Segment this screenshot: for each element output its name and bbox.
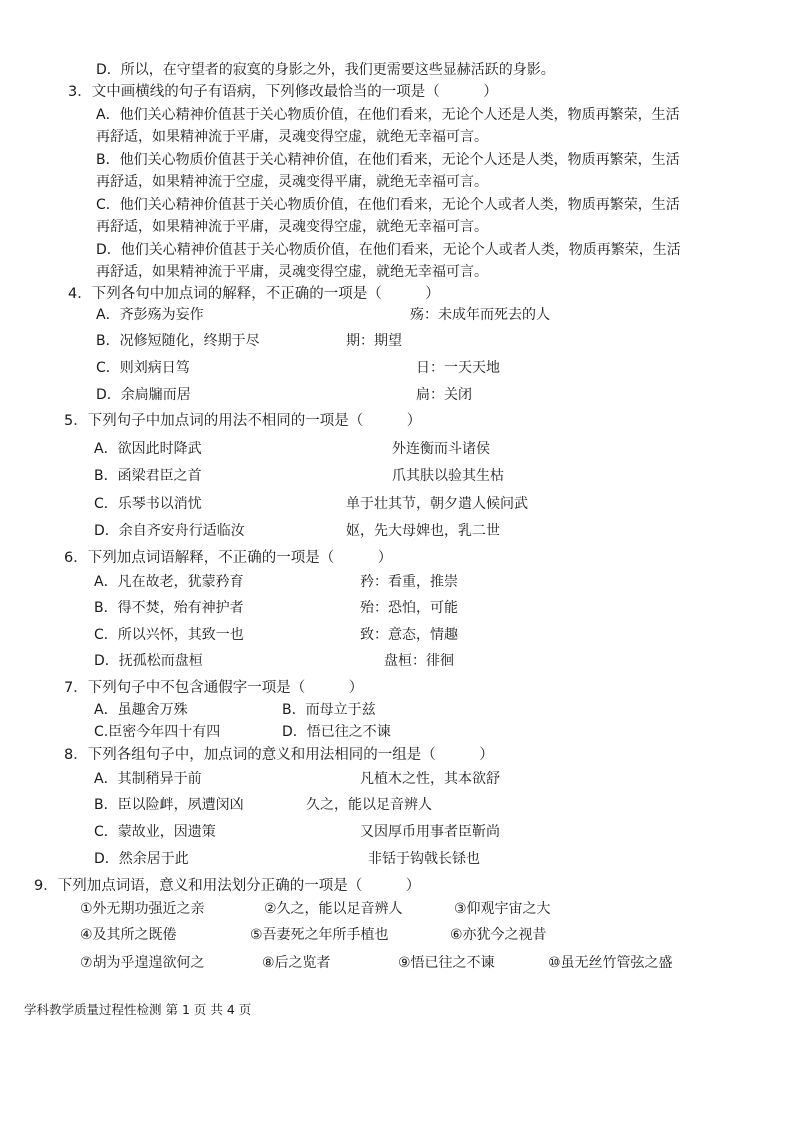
q4-option-c-explanation: 日：一天天地	[416, 360, 500, 376]
q8-option-d: D．然余居于此	[94, 851, 189, 867]
q5-option-d: D．余自齐安舟行适临汝	[94, 523, 245, 539]
q3-option-d: D．他们关心精神价值甚于关心物质价值，在他们看来，无论个人或者人类，物质再繁荣，生活	[96, 242, 681, 258]
q9-item-2: ②久之，能以足音辨人	[264, 901, 403, 917]
q6-option-b: B．得不焚，殆有神护者	[94, 600, 244, 616]
q9-item-6: ⑥亦犹今之视昔	[450, 927, 547, 943]
q4-option-d: D．余扃牖而居	[96, 387, 191, 403]
q8-option-b-compare: 久之，能以足音辨人	[306, 797, 432, 813]
q8-option-a: A．其制稍异于前	[94, 771, 202, 787]
q5-option-b-compare: 爪其肤以验其生枯	[392, 468, 504, 484]
q6-option-a: A．凡在故老，犹蒙矜育	[94, 574, 244, 590]
q7-option-c: C.臣密今年四十有四	[94, 724, 221, 740]
q3-option-d-cont: 再舒适，如果精神流于平庸，灵魂变得空虚，就绝无幸福可言。	[96, 264, 488, 280]
q6-option-c: C．所以兴怀，其致一也	[94, 627, 244, 643]
q6-option-c-explanation: 致：意态，情趣	[360, 627, 458, 643]
question-5: 5．下列句子中加点词的用法不相同的一项是（ ）	[64, 413, 422, 429]
q4-option-a: A．齐彭殇为妄作	[96, 307, 204, 323]
q8-option-a-compare: 凡植木之性，其本欲舒	[360, 771, 500, 787]
page-footer: 学科教学质量过程性检测 第 1 页 共 4 页	[24, 1002, 252, 1017]
q7-option-a: A．虽趣舍万殊	[94, 702, 188, 718]
q6-option-a-explanation: 矜：看重，推崇	[360, 574, 458, 590]
q9-item-4: ④及其所之既倦	[80, 927, 177, 943]
q8-option-d-compare: 非铦于钩戟长铩也	[368, 851, 480, 867]
q8-option-b: B．臣以险衅，夙遭闵凶	[94, 797, 244, 813]
q3-option-a-cont: 再舒适，如果精神流于平庸，灵魂变得空虚，就绝无幸福可言。	[96, 129, 488, 145]
q3-option-c-cont: 再舒适，如果精神流于平庸，灵魂变得空虚，就绝无幸福可言。	[96, 219, 488, 235]
question-8: 8．下列各组句子中，加点词的意义和用法相同的一组是（ ）	[64, 747, 494, 763]
q8-option-c-compare: 又因厚币用事者臣靳尚	[360, 824, 500, 840]
q6-option-d: D．抚孤松而盘桓	[94, 653, 203, 669]
q4-option-d-explanation: 扃：关闭	[416, 387, 472, 403]
question-3: 3．文中画横线的句子有语病，下列修改最恰当的一项是（ ）	[68, 84, 498, 100]
q4-option-b-explanation: 期：期望	[346, 333, 402, 349]
question-7: 7．下列句子中不包含通假字一项是（ ）	[64, 680, 364, 696]
q9-item-8: ⑧后之览者	[262, 955, 331, 971]
q2-option-d: D．所以，在守望者的寂寞的身影之外，我们更需要这些显赫活跃的身影。	[96, 62, 555, 78]
q5-option-d-compare: 妪，先大母婢也，乳二世	[346, 523, 500, 539]
question-4: 4．下列各句中加点词的解释，不正确的一项是（ ）	[68, 286, 440, 302]
q9-item-5: ⑤吾妻死之年所手植也	[250, 927, 389, 943]
q5-option-c-compare: 单于壮其节，朝夕遣人候问武	[346, 496, 528, 512]
q9-item-3: ③仰观宇宙之大	[454, 901, 551, 917]
q8-option-c: C．蒙故业，因遗策	[94, 824, 216, 840]
q7-option-d: D．悟已往之不谏	[282, 724, 391, 740]
q3-option-c: C．他们关心精神价值甚于关心物质价值，在他们看来，无论个人或者人类，物质再繁荣，生活	[96, 197, 680, 213]
question-9: 9．下列加点词语，意义和用法划分正确的一项是（ ）	[34, 878, 421, 894]
q4-option-b: B．况修短随化，终期于尽	[96, 333, 260, 349]
q5-option-a: A．欲因此时降武	[94, 441, 202, 457]
question-6: 6．下列加点词语解释，不正确的一项是（ ）	[64, 550, 393, 566]
q4-option-a-explanation: 殇：未成年而死去的人	[410, 307, 550, 323]
q4-option-c: C．则刘病日笃	[96, 360, 190, 376]
q5-option-b: B．函梁君臣之首	[94, 468, 202, 484]
q3-option-b: B．他们关心物质价值甚于关心精神价值，在他们看来，无论个人还是人类，物质再繁荣，生活	[96, 152, 680, 168]
q9-item-10: ⑩虽无丝竹管弦之盛	[548, 955, 673, 971]
q6-option-b-explanation: 殆：恐怕，可能	[360, 600, 458, 616]
q3-option-a: A．他们关心精神价值甚于关心物质价值，在他们看来，无论个人还是人类，物质再繁荣，生活	[96, 107, 680, 123]
q6-option-d-explanation: 盘桓：徘徊	[384, 653, 454, 669]
q9-item-9: ⑨悟已往之不谏	[398, 955, 495, 971]
q9-item-1: ①外无期功强近之亲	[80, 901, 205, 917]
q7-option-b: B．而母立于兹	[282, 702, 376, 718]
q3-option-b-cont: 再舒适，如果精神流于空虚，灵魂变得平庸，就绝无幸福可言。	[96, 174, 488, 190]
q5-option-c: C．乐琴书以消忧	[94, 496, 202, 512]
q5-option-a-compare: 外连衡而斗诸侯	[392, 441, 490, 457]
q9-item-7: ⑦胡为乎遑遑欲何之	[80, 955, 205, 971]
